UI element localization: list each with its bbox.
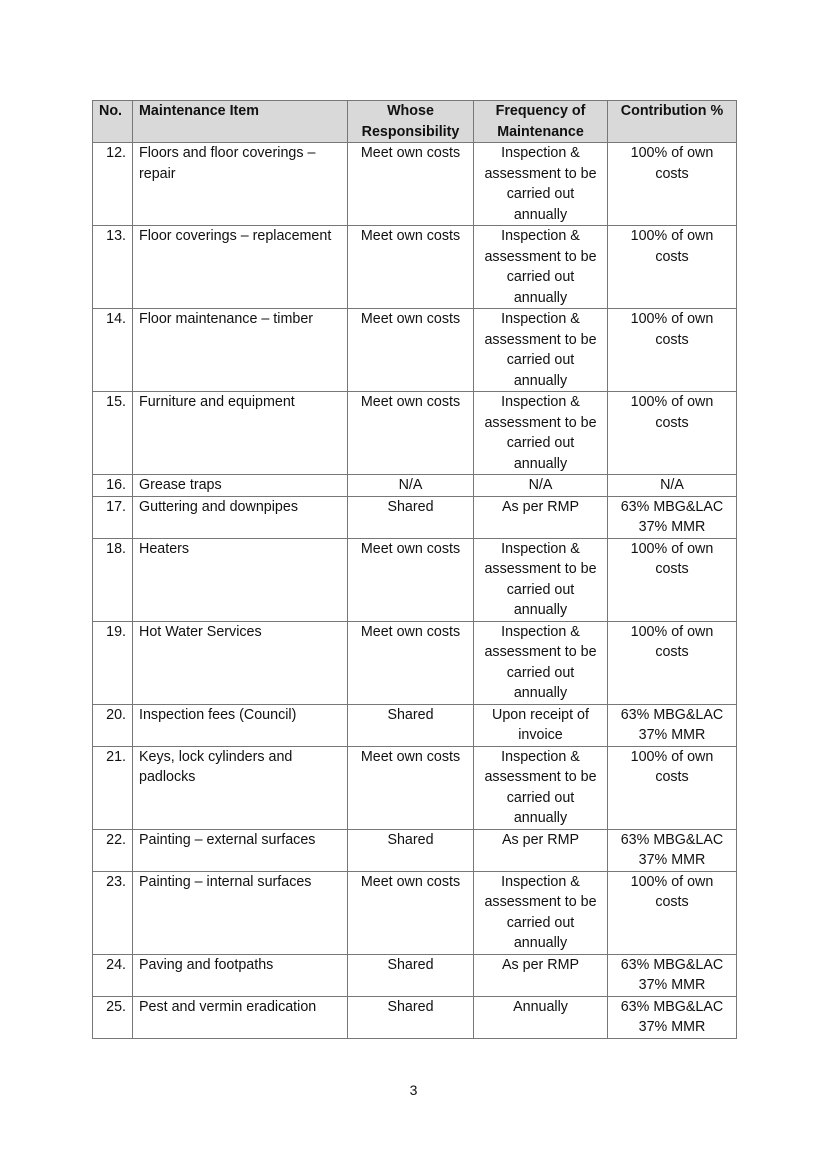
- cell-contribution: 100% of own costs: [608, 309, 737, 392]
- table-row: [93, 704, 737, 746]
- cell-no: 21.: [93, 746, 133, 829]
- table-body: [93, 143, 737, 1039]
- cell-maintenance-item: Floors and floor coverings – repair: [133, 143, 348, 226]
- cell-no: 20.: [93, 704, 133, 746]
- table-row: [93, 309, 737, 392]
- cell-frequency: Upon receipt of invoice: [474, 704, 608, 746]
- cell-contribution: 63% MBG&LAC 37% MMR: [608, 704, 737, 746]
- cell-responsibility: Meet own costs: [348, 746, 474, 829]
- table-row: [93, 871, 737, 954]
- header-contribution: Contribution %: [608, 101, 737, 143]
- cell-maintenance-item: Grease traps: [133, 475, 348, 497]
- cell-responsibility: Shared: [348, 829, 474, 871]
- cell-maintenance-item: Heaters: [133, 538, 348, 621]
- cell-responsibility: Meet own costs: [348, 621, 474, 704]
- header-frequency: Frequency of Maintenance: [474, 101, 608, 143]
- cell-frequency: Inspection & assessment to be carried out annually: [474, 746, 608, 829]
- table-row: [93, 621, 737, 704]
- header-maintenance-item: Maintenance Item: [133, 101, 348, 143]
- cell-maintenance-item: Guttering and downpipes: [133, 496, 348, 538]
- cell-contribution: 100% of own costs: [608, 226, 737, 309]
- page-number: 3: [409, 1082, 418, 1098]
- cell-no: 16.: [93, 475, 133, 497]
- cell-contribution: 100% of own costs: [608, 871, 737, 954]
- cell-no: 24.: [93, 954, 133, 996]
- cell-frequency: Inspection & assessment to be carried out annually: [474, 392, 608, 475]
- cell-maintenance-item: Hot Water Services: [133, 621, 348, 704]
- cell-contribution: N/A: [608, 475, 737, 497]
- cell-maintenance-item: Keys, lock cylinders and padlocks: [133, 746, 348, 829]
- cell-no: 19.: [93, 621, 133, 704]
- cell-responsibility: Shared: [348, 704, 474, 746]
- cell-frequency: Annually: [474, 996, 608, 1038]
- cell-maintenance-item: Painting – internal surfaces: [133, 871, 348, 954]
- cell-responsibility: Meet own costs: [348, 392, 474, 475]
- cell-contribution: 63% MBG&LAC 37% MMR: [608, 496, 737, 538]
- cell-no: 22.: [93, 829, 133, 871]
- cell-frequency: As per RMP: [474, 829, 608, 871]
- cell-maintenance-item: Pest and vermin eradication: [133, 996, 348, 1038]
- table-row: [93, 829, 737, 871]
- cell-responsibility: Meet own costs: [348, 538, 474, 621]
- cell-responsibility: Meet own costs: [348, 143, 474, 226]
- table-row: [93, 475, 737, 497]
- maintenance-table: [92, 100, 737, 1039]
- cell-maintenance-item: Inspection fees (Council): [133, 704, 348, 746]
- cell-frequency: Inspection & assessment to be carried out annually: [474, 621, 608, 704]
- cell-frequency: Inspection & assessment to be carried out annually: [474, 143, 608, 226]
- cell-no: 12.: [93, 143, 133, 226]
- cell-contribution: 100% of own costs: [608, 143, 737, 226]
- header-no: No.: [93, 101, 133, 143]
- header-responsibility: Whose Responsibility: [348, 101, 474, 143]
- table-header-row: [93, 101, 737, 143]
- cell-frequency: N/A: [474, 475, 608, 497]
- table-row: [93, 538, 737, 621]
- cell-no: 13.: [93, 226, 133, 309]
- cell-responsibility: Meet own costs: [348, 309, 474, 392]
- cell-maintenance-item: Floor coverings – replacement: [133, 226, 348, 309]
- cell-no: 23.: [93, 871, 133, 954]
- cell-contribution: 100% of own costs: [608, 392, 737, 475]
- cell-no: 14.: [93, 309, 133, 392]
- table-row: [93, 996, 737, 1038]
- table-row: [93, 143, 737, 226]
- cell-frequency: Inspection & assessment to be carried out annually: [474, 871, 608, 954]
- cell-contribution: 100% of own costs: [608, 538, 737, 621]
- cell-no: 17.: [93, 496, 133, 538]
- table-row: [93, 954, 737, 996]
- cell-contribution: 100% of own costs: [608, 621, 737, 704]
- cell-responsibility: Meet own costs: [348, 226, 474, 309]
- cell-responsibility: N/A: [348, 475, 474, 497]
- table-row: [93, 496, 737, 538]
- cell-contribution: 100% of own costs: [608, 746, 737, 829]
- cell-frequency: Inspection & assessment to be carried out annually: [474, 309, 608, 392]
- table-row: [93, 746, 737, 829]
- cell-responsibility: Shared: [348, 496, 474, 538]
- cell-maintenance-item: Paving and footpaths: [133, 954, 348, 996]
- cell-maintenance-item: Floor maintenance – timber: [133, 309, 348, 392]
- cell-frequency: As per RMP: [474, 954, 608, 996]
- table-row: [93, 392, 737, 475]
- cell-contribution: 63% MBG&LAC 37% MMR: [608, 954, 737, 996]
- cell-no: 25.: [93, 996, 133, 1038]
- cell-no: 15.: [93, 392, 133, 475]
- cell-responsibility: Shared: [348, 996, 474, 1038]
- cell-no: 18.: [93, 538, 133, 621]
- cell-frequency: Inspection & assessment to be carried out annually: [474, 226, 608, 309]
- cell-frequency: Inspection & assessment to be carried out annually: [474, 538, 608, 621]
- cell-frequency: As per RMP: [474, 496, 608, 538]
- cell-maintenance-item: Furniture and equipment: [133, 392, 348, 475]
- cell-contribution: 63% MBG&LAC 37% MMR: [608, 996, 737, 1038]
- cell-maintenance-item: Painting – external surfaces: [133, 829, 348, 871]
- cell-responsibility: Shared: [348, 954, 474, 996]
- cell-responsibility: Meet own costs: [348, 871, 474, 954]
- table-row: [93, 226, 737, 309]
- cell-contribution: 63% MBG&LAC 37% MMR: [608, 829, 737, 871]
